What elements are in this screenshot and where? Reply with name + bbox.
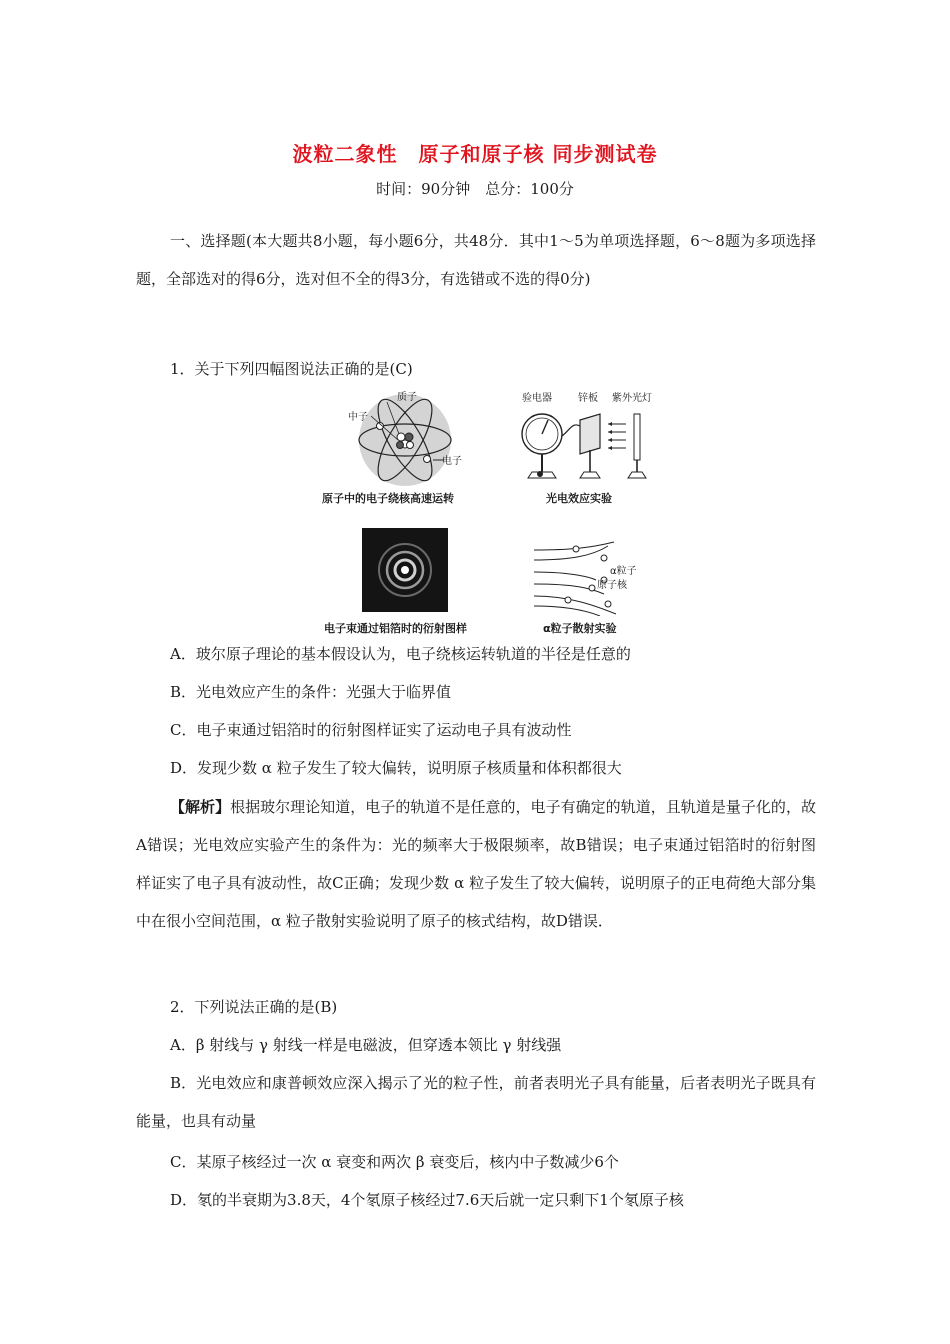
question-1-option-d: D．发现少数 α 粒子发生了较大偏转，说明原子核质量和体积都很大 [170,759,622,777]
label-zinc-plate: 锌板 [578,393,598,404]
alpha-figure-caption: α粒子散射实验 [543,622,617,635]
label-uv-lamp: 紫外光灯 [612,393,652,404]
photoelectric-figure-caption: 光电效应实验 [546,492,612,505]
label-proton: 质子 [397,392,417,403]
label-alpha-particle: α粒子 [610,566,637,577]
atom-figure-caption: 原子中的电子绕核高速运转 [322,492,454,505]
atom-model-figure [340,390,470,486]
diffraction-figure [362,528,448,612]
section-1-instructions: 一、选择题(本大题共8小题，每小题6分，共48分．其中1～5为单项选择题，6～8题为多项选择题，全部选对的得6分，选对但不全的得3分，有选错或不选的得0分) [136,232,816,288]
label-nucleus: 原子核 [597,580,627,591]
page-title: 波粒二象性 原子和原子核 同步测试卷 [292,142,658,166]
atom-model-icon [340,390,470,486]
question-1-option-b: B．光电效应产生的条件：光强大于临界值 [170,683,452,701]
analysis-text: 根据玻尔理论知道，电子的轨道不是任意的，电子有确定的轨道，且轨道是量子化的，故A错误；光电效应实验产生的条件为：光的频率大于极限频率，故B错误；电子束通过铝箔时的衍射图样证实了电子具有波动性，故C正确；发现少数 α 粒子发生了较大偏转，说明原子的正电荷绝大部分集中在很小空间范围，α 粒子散射实验说明了原子的核式结构，故D错误． [136,798,816,930]
question-1-option-c: C．电子束通过铝箔时的衍射图样证实了运动电子具有波动性 [170,721,572,739]
question-2-stem: 2．下列说法正确的是(B) [170,998,338,1016]
photoelectric-apparatus-icon [518,400,668,486]
question-2-option-b: B．光电效应和康普顿效应深入揭示了光的粒子性，前者表明光子具有能量，后者表明光子既具有能量，也具有动量 [136,1074,816,1130]
analysis-tag: 【解析】 [170,798,231,816]
label-neutron: 中子 [348,412,368,423]
exam-time-info: 时间：90分钟 总分：100分 [376,180,574,198]
diffraction-pattern-icon [362,528,448,612]
question-2-option-a: A．β 射线与 γ 射线一样是电磁波，但穿透本领比 γ 射线强 [170,1036,562,1054]
label-electron: 电子 [442,456,462,467]
question-1-analysis [136,788,816,940]
question-2-option-d: D．氡的半衰期为3.8天，4个氡原子核经过7.6天后就一定只剩下1个氡原子核 [170,1191,684,1209]
question-1-stem: 1．关于下列四幅图说法正确的是(C) [170,360,413,378]
question-2-option-c: C．某原子核经过一次 α 衰变和两次 β 衰变后，核内中子数减少6个 [170,1153,619,1171]
diffraction-figure-caption: 电子束通过铝箔时的衍射图样 [324,622,467,635]
photoelectric-figure [518,400,668,486]
label-electroscope: 验电器 [522,393,552,404]
question-1-option-a: A．玻尔原子理论的基本假设认为，电子绕核运转轨道的半径是任意的 [170,645,631,663]
